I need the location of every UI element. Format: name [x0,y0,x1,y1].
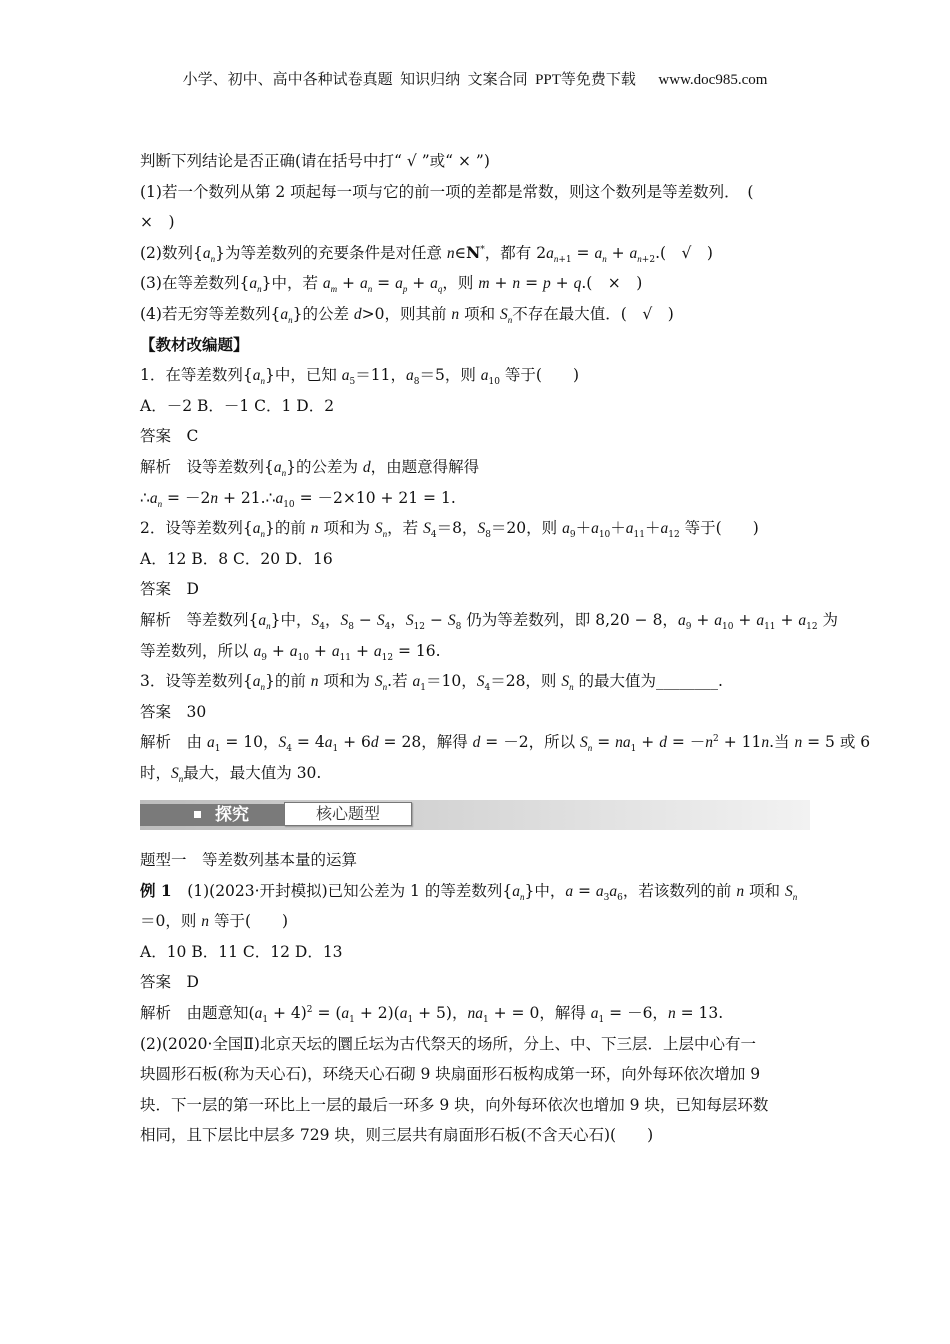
text-line: $\therefore a_n = -2n$ + $21.\therefore a_{10} = -2\times 10 + 21 = 1$. [140,488,456,510]
banner-dark-label: 探究 [215,805,249,825]
text-line: A．－2 B．－1 C．1 D．2 [140,396,335,415]
section-banner [140,800,810,830]
page-header: 小学、初中、高中各种试卷真题 知识归纳 文案合同 PPT等免费下载 www.doc985.com [182,72,768,88]
text-line: 题型一 等差数列基本量的运算 [140,851,358,869]
text-line: 解析 由题意知$(a_1 + 4)^2 = (a_1 + 2)(a_1 + 5)$，$na_1$ + = 0，解得 $a_1 = -6$，n = 13. [140,1003,724,1026]
text-line: (4)若无穷等差数列$\{a_n\}$的公差 d>0，则其前 n 项和 $S_n$不存在最大值．( √ ) [140,304,674,326]
text-line: (3)在等差数列$\{a_n\}$中，若 $a_m + a_n = a_p + a_q$，则 m + n = p + q.( × ) [140,274,643,295]
text-line: × ) [140,213,175,232]
section-core-problems [140,845,812,1151]
text-line: 答案 30 [140,702,207,721]
banner-tab-explore [140,804,284,826]
text-line: 块．下一层的第一环比上一层的最后一环多 9 块，向外每环依次也增加 9 块，已知每层环数 [140,1095,769,1114]
text-line: ＝0，则 n 等于( ) [140,912,289,931]
text-line: A．10 B．11 C．12 D．13 [140,942,343,961]
text-line: 2．设等差数列$\{a_n\}$的前 n 项和为 $S_n$，若 $S_4=8$，$S_8=20$，则 $a_9+a_{10}+a_{11}+a_{12}$ 等于( ) [140,519,759,541]
text-line: (2)(2020·全国Ⅱ)北京天坛的圜丘坛为古代祭天的场所，分上、中、下三层．上层中心有一 [140,1034,756,1053]
text-line: 解析 由 $a_1 = 10$，$S_4 = 4a_1 + 6d = 28$，解得 d = －2，所以 $S_n = na_1 + d = -n^2 + 11n$.当 n = 5 或 6 [140,733,871,755]
text-line: 答案 D [140,973,199,992]
text-line: 相同，且下层比中层多 729 块，则三层共有扇面形石板(不含天心石)( ) [140,1126,654,1145]
text-line: (1)若一个数列从第 2 项起每一项与它的前一项的差都是常数，则这个数列是等差数列． ( [140,182,754,201]
text-line: 判断下列结论是否正确(请在括号中打“ √ ”或“ × ”) [140,152,490,170]
square-bullet-icon [194,811,201,818]
banner-tab-core: 核心题型 [284,802,412,826]
text-line: 解析 设等差数列$\{a_n\}$的公差为 d，由题意得解得 [140,457,480,479]
text-line: 答案 C [140,427,199,446]
text-line: 等差数列，所以 $a_9 + a_{10} + a_{11} + a_{12} = 16$. [140,641,441,663]
text-line: 时，$S_n$最大，最大值为 30. [140,763,322,784]
text-line: 例 1 (1)(2023·开封模拟)已知公差为 1 的等差数列$\{a_n\}$中，$a = a_3a_6$，若该数列的前 n 项和 $S_n$ [140,880,798,903]
text-line: 块圆形石板(称为天心石)，环绕天心石砌 9 块扇面形石板构成第一环，向外每环依次增加 9 [140,1065,761,1084]
text-line: (2)数列$\{a_n\}$为等差数列的充要条件是对任意 n∈N*，都有 $2a_{n+1} = a_n + a_{n+2}$.( √ ) [140,242,713,265]
section-conclusions-and-textbook-problems [140,146,871,788]
text-line: 1．在等差数列$\{a_n\}$中，已知 $a_5=11$，$a_8=5$，则 $a_{10}$ 等于( ) [140,366,580,388]
text-line: 3．设等差数列$\{a_n\}$的前 n 项和为 $S_n$.若 $a_1=10$，$S_4=28$，则 $S_n$ 的最大值为________. [140,672,723,694]
text-line: 【教材改编题】 [140,334,249,354]
text-line: 解析 等差数列$\{a_n\}$中，$S_4$，$S_8 - S_4$，$S_{12} - S_8$ 仍为等差数列，即 8,20 − 8，$a_9 + a_{10} + a_{11} + a_{12}$ 为 [140,610,838,632]
text-line: 答案 D [140,580,199,599]
text-line: A．12 B．8 C．20 D．16 [140,549,333,568]
